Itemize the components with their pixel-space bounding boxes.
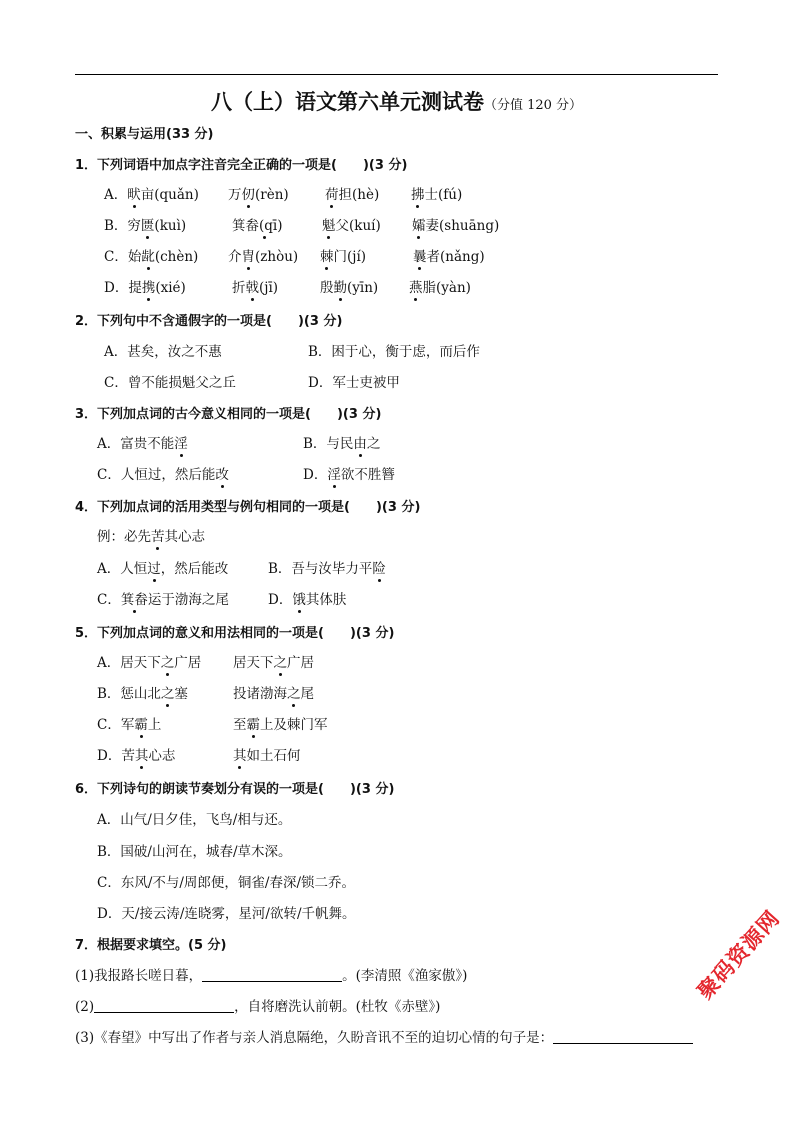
q2-option-a: A．甚矣，汝之不惠	[104, 344, 222, 360]
question-3-stem: 3．下列加点词的古今意义相同的一项是( )(3 分)	[75, 407, 382, 422]
answer-blank[interactable]	[202, 967, 342, 982]
question-5-stem: 5．下列加点词的意义和用法相同的一项是( )(3 分)	[75, 626, 395, 641]
question-2-stem: 2．下列句中不含通假字的一项是( )(3 分)	[75, 314, 343, 329]
q7-item-1: (1)我报路长嗟日暮， 。(李清照《渔家傲》)	[75, 968, 468, 984]
question-6-stem: 6．下列诗句的朗读节奏划分有误的一项是( )(3 分)	[75, 782, 395, 797]
q4-option-b: B．吾与汝毕力平险	[268, 561, 386, 577]
title-text: 八（上）语文第六单元测试卷	[210, 90, 484, 114]
q2-option-d: D．军士吏被甲	[308, 375, 400, 391]
q2-option-c: C．曾不能损魁父之丘	[104, 375, 236, 391]
q3-option-d: D．淫欲不胜簪	[303, 467, 395, 483]
q7-item-2: (2) ，自将磨洗认前朝。(杜牧《赤壁》)	[75, 999, 441, 1015]
q3-option-a: A．富贵不能淫	[97, 436, 188, 452]
q7-item-3: (3)《春望》中写出了作者与亲人消息隔绝，久盼音讯不至的迫切心情的句子是：	[75, 1029, 693, 1047]
q6-option-a: A．山气/日夕佳，飞鸟/相与还。	[97, 812, 292, 828]
q1-option-a: A．畎亩(quǎn) 万仞(rèn) 荷担(hè) 拂士(fú)	[104, 187, 463, 203]
q4-option-c: C．箕畚运于渤海之尾	[97, 592, 229, 608]
answer-blank[interactable]	[553, 1029, 693, 1044]
q5-option-b: B．惩山北之塞 投诸渤海之尾	[97, 686, 314, 702]
q6-option-c: C．东风/不与/周郎便，铜雀/春深/锁二乔。	[97, 875, 356, 891]
answer-blank[interactable]	[94, 998, 234, 1013]
q4-option-d: D．饿其体肤	[268, 592, 347, 608]
score-note: （分值 120 分）	[483, 98, 583, 113]
q1-option-c: C．始龀(chèn) 介胄(zhòu) 棘门(jí) 曩者(nǎng)	[104, 249, 485, 265]
question-1-stem: 1．下列词语中加点字注音完全正确的一项是( )(3 分)	[75, 158, 408, 173]
section-heading: 一、积累与运用(33 分)	[75, 127, 214, 142]
q4-example: 例：必先苦其心志	[97, 529, 205, 545]
q5-option-a: A．居天下之广居 居天下之广居	[97, 655, 314, 671]
q6-option-d: D．天/接云涛/连晓雾，星河/欲转/千帆舞。	[97, 906, 356, 922]
q3-option-c: C．人恒过，然后能改	[97, 467, 229, 483]
question-4-stem: 4．下列加点词的活用类型与例句相同的一项是( )(3 分)	[75, 500, 421, 515]
q1-option-d: D．提携(xié) 折戟(jī) 殷勤(yīn) 燕脂(yàn)	[104, 280, 471, 296]
q3-option-b: B．与民由之	[303, 436, 381, 452]
q6-option-b: B．国破/山河在，城春/草木深。	[97, 844, 292, 860]
page-title	[0, 86, 793, 116]
q5-option-c: C．军霸上 至霸上及棘门军	[97, 717, 328, 733]
q2-option-b: B．困于心，衡于虑，而后作	[308, 344, 480, 360]
question-7-stem: 7．根据要求填空。(5 分)	[75, 938, 227, 953]
q1-option-b: B．穷匮(kuì) 箕畚(qī) 魁父(kuí) 孀妻(shuāng)	[104, 218, 500, 234]
watermark: 聚码资源网	[692, 905, 785, 1004]
header-rule	[75, 74, 718, 75]
q5-option-d: D．苦其心志 其如土石何	[97, 748, 301, 764]
q4-option-a: A．人恒过，然后能改	[97, 561, 229, 577]
